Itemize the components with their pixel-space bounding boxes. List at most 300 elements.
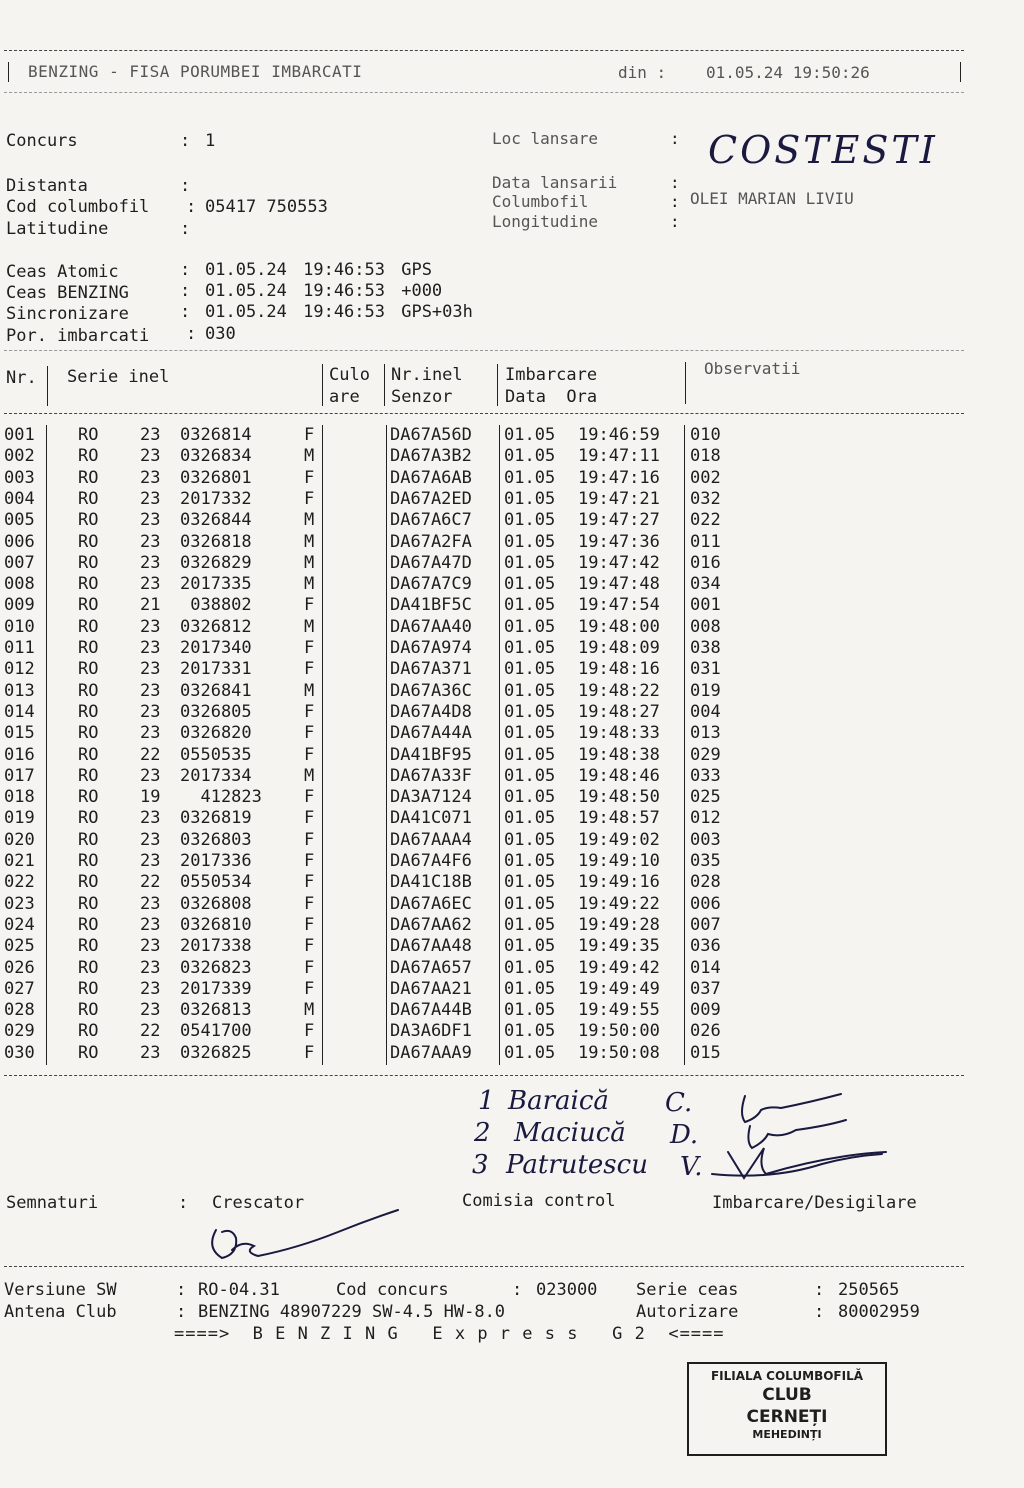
row-ring: 0326844 bbox=[180, 510, 252, 531]
row-nr: 004 bbox=[4, 488, 35, 509]
row-ring: 0326801 bbox=[180, 467, 252, 488]
footer-top-rule bbox=[4, 1266, 964, 1267]
row-nr: 003 bbox=[4, 467, 35, 488]
row-obs: 022 bbox=[690, 510, 721, 531]
row-sensor: DA67A56D bbox=[390, 425, 472, 445]
row-nr: 008 bbox=[4, 574, 35, 595]
row-year: 23 bbox=[140, 808, 161, 829]
row-time: 19:48:33 bbox=[578, 723, 660, 744]
row-obs: 033 bbox=[690, 765, 721, 786]
row-obs: 019 bbox=[690, 680, 721, 701]
row-ring: 2017339 bbox=[180, 978, 252, 999]
row-sex: F bbox=[304, 914, 315, 935]
row-country: RO bbox=[78, 936, 99, 957]
row-obs: 038 bbox=[690, 638, 721, 658]
versiune-value: RO-04.31 bbox=[198, 1280, 280, 1300]
row-time: 19:49:42 bbox=[578, 957, 660, 978]
commission-num-3: 3 bbox=[472, 1150, 489, 1180]
ceas-atomic-label: Ceas Atomic bbox=[6, 262, 119, 282]
ceas-benzing-label: Ceas BENZING bbox=[6, 283, 129, 303]
row-sex: F bbox=[304, 723, 315, 744]
commission-name-3: Patrutescu bbox=[506, 1150, 648, 1180]
row-nr: 009 bbox=[4, 595, 35, 616]
row-time: 19:48:00 bbox=[578, 616, 660, 637]
row-date: 01.05 bbox=[504, 723, 556, 744]
row-nr: 017 bbox=[4, 765, 35, 786]
row-date: 01.05 bbox=[504, 510, 556, 531]
row-obs: 032 bbox=[690, 488, 721, 509]
distanta-label: Distanta bbox=[6, 176, 88, 196]
row-sex: F bbox=[304, 872, 315, 893]
row-time: 19:49:49 bbox=[578, 978, 660, 999]
row-year: 23 bbox=[140, 616, 161, 637]
row-date: 01.05 bbox=[504, 425, 556, 445]
row-nr: 027 bbox=[4, 978, 35, 999]
row-time: 19:49:35 bbox=[578, 936, 660, 957]
row-country: RO bbox=[78, 467, 99, 488]
signature-1 bbox=[742, 1094, 841, 1122]
row-date: 01.05 bbox=[504, 638, 556, 658]
cod-concurs-label: Cod concurs bbox=[336, 1280, 449, 1300]
row-sex: M bbox=[304, 446, 315, 467]
data-lansarii-label: Data lansarii bbox=[492, 173, 618, 192]
row-year: 23 bbox=[140, 957, 161, 978]
row-ring: 0326819 bbox=[180, 808, 252, 829]
por-imbarcati-value: 030 bbox=[205, 324, 236, 344]
row-sex: F bbox=[304, 1042, 315, 1063]
row-sex: M bbox=[304, 574, 315, 595]
row-sex: M bbox=[304, 616, 315, 637]
stamp-line-3: CERNEȚI bbox=[746, 1407, 828, 1427]
row-nr: 026 bbox=[4, 957, 35, 978]
cod-columbofil-value: 05417 750553 bbox=[205, 197, 328, 217]
row-ring: 0326805 bbox=[180, 701, 252, 722]
row-country: RO bbox=[78, 574, 99, 595]
row-time: 19:47:11 bbox=[578, 446, 660, 467]
stamp-line-4: MEHEDINȚI bbox=[752, 1428, 822, 1441]
row-year: 23 bbox=[140, 829, 161, 850]
concurs-label: Concurs bbox=[6, 131, 78, 151]
row-obs: 031 bbox=[690, 659, 721, 680]
row-time: 19:49:55 bbox=[578, 1000, 660, 1021]
row-sex: F bbox=[304, 893, 315, 914]
col-header-data-ora: Data Ora bbox=[505, 387, 598, 407]
row-sex: F bbox=[304, 638, 315, 658]
row-year: 19 bbox=[140, 787, 161, 808]
row-date: 01.05 bbox=[504, 680, 556, 701]
row-country: RO bbox=[78, 872, 99, 893]
col-header-nrinel: Nr.inel bbox=[391, 365, 463, 385]
row-sex: F bbox=[304, 467, 315, 488]
row-sex: F bbox=[304, 978, 315, 999]
row-obs: 016 bbox=[690, 552, 721, 573]
commission-num-2: 2 bbox=[474, 1118, 491, 1148]
row-date: 01.05 bbox=[504, 936, 556, 957]
row-obs: 007 bbox=[690, 914, 721, 935]
row-country: RO bbox=[78, 851, 99, 871]
row-date: 01.05 bbox=[504, 829, 556, 850]
stamp-line-1: FILIALA COLUMBOFILĂ bbox=[710, 1369, 864, 1383]
row-date: 01.05 bbox=[504, 467, 556, 488]
row-sex: F bbox=[304, 488, 315, 509]
row-sex: F bbox=[304, 936, 315, 957]
row-ring: 0326818 bbox=[180, 531, 252, 552]
row-year: 23 bbox=[140, 467, 161, 488]
row-time: 19:47:21 bbox=[578, 488, 660, 509]
row-sensor: DA67A2FA bbox=[390, 531, 472, 552]
row-ring: 2017331 bbox=[180, 659, 252, 680]
row-obs: 008 bbox=[690, 616, 721, 637]
row-obs: 015 bbox=[690, 1042, 721, 1063]
print-date: 01.05.24 19:50:26 bbox=[706, 63, 870, 82]
row-obs: 014 bbox=[690, 957, 721, 978]
row-date: 01.05 bbox=[504, 787, 556, 808]
row-sensor: DA67A657 bbox=[390, 957, 472, 978]
row-sensor: DA67A6C7 bbox=[390, 510, 472, 531]
row-obs: 004 bbox=[690, 701, 721, 722]
row-sensor: DA41C18B bbox=[390, 872, 472, 893]
row-nr: 023 bbox=[4, 893, 35, 914]
row-obs: 028 bbox=[690, 872, 721, 893]
row-ring: 2017338 bbox=[180, 936, 252, 957]
row-country: RO bbox=[78, 957, 99, 978]
row-nr: 015 bbox=[4, 723, 35, 744]
row-country: RO bbox=[78, 425, 99, 445]
row-time: 19:48:22 bbox=[578, 680, 660, 701]
row-ring: 0541700 bbox=[180, 1021, 252, 1042]
row-date: 01.05 bbox=[504, 574, 556, 595]
row-country: RO bbox=[78, 1000, 99, 1021]
row-country: RO bbox=[78, 893, 99, 914]
row-time: 19:48:09 bbox=[578, 638, 660, 658]
row-nr: 029 bbox=[4, 1021, 35, 1042]
commission-initial-3: V. bbox=[680, 1152, 703, 1182]
row-year: 23 bbox=[140, 914, 161, 935]
row-obs: 012 bbox=[690, 808, 721, 829]
row-nr: 013 bbox=[4, 680, 35, 701]
col-header-senzor: Senzor bbox=[391, 387, 453, 407]
row-sensor: DA67AAA4 bbox=[390, 829, 472, 850]
row-country: RO bbox=[78, 914, 99, 935]
row-country: RO bbox=[78, 765, 99, 786]
row-year: 23 bbox=[140, 574, 161, 595]
row-year: 23 bbox=[140, 765, 161, 786]
row-sex: F bbox=[304, 744, 315, 765]
row-ring: 412823 bbox=[180, 787, 262, 808]
row-obs: 037 bbox=[690, 978, 721, 999]
row-country: RO bbox=[78, 787, 99, 808]
row-country: RO bbox=[78, 659, 99, 680]
row-ring: 0326841 bbox=[180, 680, 252, 701]
row-obs: 018 bbox=[690, 446, 721, 467]
row-country: RO bbox=[78, 1021, 99, 1042]
row-obs: 010 bbox=[690, 425, 721, 445]
row-year: 23 bbox=[140, 978, 161, 999]
versiune-label: Versiune SW bbox=[4, 1280, 117, 1300]
date-label: din : bbox=[618, 63, 667, 82]
row-sensor: DA67AA48 bbox=[390, 936, 472, 957]
row-sensor: DA41C071 bbox=[390, 808, 472, 829]
row-sensor: DA67A47D bbox=[390, 552, 472, 573]
row-country: RO bbox=[78, 510, 99, 531]
crescator-label: Crescator bbox=[212, 1193, 305, 1213]
row-date: 01.05 bbox=[504, 851, 556, 871]
signature-2 bbox=[748, 1120, 846, 1148]
row-sensor: DA67A6EC bbox=[390, 893, 472, 914]
row-time: 19:47:36 bbox=[578, 531, 660, 552]
row-sensor: DA67A371 bbox=[390, 659, 472, 680]
row-time: 19:50:00 bbox=[578, 1021, 660, 1042]
longitudine-label: Longitudine bbox=[492, 212, 598, 231]
row-ring: 0550535 bbox=[180, 744, 252, 765]
row-obs: 034 bbox=[690, 574, 721, 595]
row-sex: M bbox=[304, 765, 315, 786]
row-year: 22 bbox=[140, 744, 161, 765]
row-obs: 011 bbox=[690, 531, 721, 552]
row-country: RO bbox=[78, 808, 99, 829]
row-date: 01.05 bbox=[504, 765, 556, 786]
row-nr: 025 bbox=[4, 936, 35, 957]
row-time: 19:49:02 bbox=[578, 829, 660, 850]
row-time: 19:47:54 bbox=[578, 595, 660, 616]
ceas-atomic-value: 01.05.24 19:46:53 GPS bbox=[205, 260, 432, 280]
sincronizare-value: 01.05.24 19:46:53 GPS+03h bbox=[205, 302, 473, 322]
row-nr: 012 bbox=[4, 659, 35, 680]
commission-name-1: Baraică bbox=[508, 1086, 609, 1116]
row-year: 23 bbox=[140, 1042, 161, 1063]
row-sensor: DA67A44B bbox=[390, 1000, 472, 1021]
row-nr: 030 bbox=[4, 1042, 35, 1063]
row-sex: F bbox=[304, 829, 315, 850]
row-sensor: DA67AA40 bbox=[390, 616, 472, 637]
row-year: 23 bbox=[140, 425, 161, 445]
loc-lansare-label: Loc lansare bbox=[492, 129, 598, 148]
row-year: 23 bbox=[140, 701, 161, 722]
row-nr: 002 bbox=[4, 446, 35, 467]
semnaturi-label: Semnaturi bbox=[6, 1193, 99, 1213]
row-country: RO bbox=[78, 978, 99, 999]
row-date: 01.05 bbox=[504, 744, 556, 765]
row-nr: 011 bbox=[4, 638, 35, 658]
row-sensor: DA67A6AB bbox=[390, 467, 472, 488]
commission-name-2: Maciucă bbox=[514, 1118, 626, 1148]
signature-3 bbox=[728, 1148, 886, 1178]
row-obs: 035 bbox=[690, 851, 721, 871]
latitudine-label: Latitudine bbox=[6, 219, 109, 239]
row-ring: 0326810 bbox=[180, 914, 252, 935]
row-year: 23 bbox=[140, 936, 161, 957]
antena-value: BENZING 48907229 SW-4.5 HW-8.0 bbox=[198, 1302, 506, 1322]
row-year: 21 bbox=[140, 595, 161, 616]
row-nr: 021 bbox=[4, 851, 35, 871]
row-ring: 0326813 bbox=[180, 1000, 252, 1021]
row-obs: 036 bbox=[690, 936, 721, 957]
row-ring: 0550534 bbox=[180, 872, 252, 893]
row-time: 19:47:27 bbox=[578, 510, 660, 531]
row-date: 01.05 bbox=[504, 616, 556, 637]
row-sex: F bbox=[304, 808, 315, 829]
row-date: 01.05 bbox=[504, 872, 556, 893]
row-nr: 024 bbox=[4, 914, 35, 935]
row-ring: 0326829 bbox=[180, 552, 252, 573]
row-obs: 029 bbox=[690, 744, 721, 765]
row-year: 23 bbox=[140, 552, 161, 573]
row-date: 01.05 bbox=[504, 1042, 556, 1063]
row-country: RO bbox=[78, 723, 99, 744]
row-date: 01.05 bbox=[504, 978, 556, 999]
row-date: 01.05 bbox=[504, 531, 556, 552]
row-date: 01.05 bbox=[504, 488, 556, 509]
row-obs: 003 bbox=[690, 829, 721, 850]
row-time: 19:48:38 bbox=[578, 744, 660, 765]
row-year: 23 bbox=[140, 510, 161, 531]
row-year: 22 bbox=[140, 872, 161, 893]
row-date: 01.05 bbox=[504, 446, 556, 467]
row-sensor: DA67A974 bbox=[390, 638, 472, 658]
row-sensor: DA3A6DF1 bbox=[390, 1021, 472, 1042]
row-ring: 0326803 bbox=[180, 829, 252, 850]
row-time: 19:47:48 bbox=[578, 574, 660, 595]
row-time: 19:48:50 bbox=[578, 787, 660, 808]
row-ring: 0326808 bbox=[180, 893, 252, 914]
stamp-line-2: CLUB bbox=[762, 1385, 812, 1405]
commission-num-1: 1 bbox=[478, 1086, 495, 1116]
row-ring: 2017334 bbox=[180, 765, 252, 786]
row-sensor: DA3A7124 bbox=[390, 787, 472, 808]
col-header-culoare: are bbox=[329, 387, 360, 407]
por-imbarcati-label: Por. imbarcati bbox=[6, 326, 150, 346]
row-obs: 002 bbox=[690, 467, 721, 488]
row-ring: 0326814 bbox=[180, 425, 252, 445]
row-nr: 019 bbox=[4, 808, 35, 829]
row-sensor: DA67AA62 bbox=[390, 914, 472, 935]
row-ring: 0326825 bbox=[180, 1042, 252, 1063]
row-country: RO bbox=[78, 531, 99, 552]
row-obs: 026 bbox=[690, 1021, 721, 1042]
columbofil-value: OLEI MARIAN LIVIU bbox=[690, 189, 854, 208]
row-country: RO bbox=[78, 446, 99, 467]
row-year: 23 bbox=[140, 851, 161, 871]
row-year: 23 bbox=[140, 659, 161, 680]
row-ring: 038802 bbox=[180, 595, 252, 616]
row-date: 01.05 bbox=[504, 595, 556, 616]
row-year: 22 bbox=[140, 1021, 161, 1042]
row-nr: 001 bbox=[4, 425, 35, 445]
row-nr: 018 bbox=[4, 787, 35, 808]
row-sensor: DA67A4F6 bbox=[390, 851, 472, 871]
row-ring: 0326834 bbox=[180, 446, 252, 467]
row-sex: F bbox=[304, 1021, 315, 1042]
row-nr: 028 bbox=[4, 1000, 35, 1021]
row-ring: 2017332 bbox=[180, 488, 252, 509]
autorizare-value: 80002959 bbox=[838, 1302, 920, 1322]
row-sex: F bbox=[304, 851, 315, 871]
row-sensor: DA67AA21 bbox=[390, 978, 472, 999]
row-obs: 013 bbox=[690, 723, 721, 744]
row-year: 23 bbox=[140, 1000, 161, 1021]
row-obs: 006 bbox=[690, 893, 721, 914]
row-time: 19:47:42 bbox=[578, 552, 660, 573]
row-year: 23 bbox=[140, 723, 161, 744]
row-sex: M bbox=[304, 531, 315, 552]
row-time: 19:48:27 bbox=[578, 701, 660, 722]
col-header-culo: Culo bbox=[329, 365, 370, 385]
col-header-observatii: Observatii bbox=[704, 359, 801, 378]
row-sensor: DA67AAA9 bbox=[390, 1042, 472, 1063]
col-header-imbarcare: Imbarcare bbox=[505, 365, 598, 385]
row-country: RO bbox=[78, 829, 99, 850]
comisia-label: Comisia control bbox=[462, 1191, 616, 1211]
cod-columbofil-label: Cod columbofil bbox=[6, 197, 150, 217]
antena-label: Antena Club bbox=[4, 1302, 117, 1322]
row-time: 19:46:59 bbox=[578, 425, 660, 445]
row-sensor: DA67A44A bbox=[390, 723, 472, 744]
row-country: RO bbox=[78, 595, 99, 616]
row-country: RO bbox=[78, 701, 99, 722]
serie-ceas-value: 250565 bbox=[838, 1280, 900, 1300]
row-country: RO bbox=[78, 638, 99, 658]
row-date: 01.05 bbox=[504, 552, 556, 573]
serie-ceas-label: Serie ceas bbox=[636, 1280, 739, 1300]
col-header-serie: Serie inel bbox=[67, 367, 170, 387]
row-nr: 014 bbox=[4, 701, 35, 722]
loc-lansare-handwritten: COSTESTI bbox=[708, 128, 938, 172]
row-sex: M bbox=[304, 510, 315, 531]
row-nr: 007 bbox=[4, 552, 35, 573]
row-ring: 0326812 bbox=[180, 616, 252, 637]
row-nr: 010 bbox=[4, 616, 35, 637]
row-time: 19:49:22 bbox=[578, 893, 660, 914]
row-sex: F bbox=[304, 957, 315, 978]
row-date: 01.05 bbox=[504, 1021, 556, 1042]
row-country: RO bbox=[78, 488, 99, 509]
row-country: RO bbox=[78, 744, 99, 765]
row-time: 19:50:08 bbox=[578, 1042, 660, 1063]
row-sex: F bbox=[304, 425, 315, 445]
row-sex: F bbox=[304, 595, 315, 616]
row-time: 19:49:16 bbox=[578, 872, 660, 893]
row-sex: M bbox=[304, 1000, 315, 1021]
document-title: BENZING - FISA PORUMBEI IMBARCATI bbox=[28, 62, 363, 81]
row-sex: F bbox=[304, 701, 315, 722]
row-time: 19:49:10 bbox=[578, 851, 660, 871]
row-year: 23 bbox=[140, 488, 161, 509]
row-obs: 001 bbox=[690, 595, 721, 616]
row-nr: 006 bbox=[4, 531, 35, 552]
row-nr: 005 bbox=[4, 510, 35, 531]
row-time: 19:48:57 bbox=[578, 808, 660, 829]
commission-initial-1: C. bbox=[665, 1088, 693, 1118]
row-date: 01.05 bbox=[504, 659, 556, 680]
row-nr: 022 bbox=[4, 872, 35, 893]
row-year: 23 bbox=[140, 680, 161, 701]
row-sensor: DA67A3B2 bbox=[390, 446, 472, 467]
brand-line: ====> B E N Z I N G E x p r e s s G 2 <==== bbox=[174, 1324, 725, 1344]
row-sensor: DA67A2ED bbox=[390, 488, 472, 509]
row-sensor: DA67A4D8 bbox=[390, 701, 472, 722]
autorizare-label: Autorizare bbox=[636, 1302, 739, 1322]
row-date: 01.05 bbox=[504, 701, 556, 722]
cod-concurs-value: 023000 bbox=[536, 1280, 598, 1300]
row-country: RO bbox=[78, 680, 99, 701]
row-time: 19:47:16 bbox=[578, 467, 660, 488]
row-sensor: DA67A7C9 bbox=[390, 574, 472, 595]
row-time: 19:48:46 bbox=[578, 765, 660, 786]
row-time: 19:49:28 bbox=[578, 914, 660, 935]
row-sensor: DA41BF5C bbox=[390, 595, 472, 616]
signature-crescator bbox=[212, 1210, 398, 1258]
row-year: 23 bbox=[140, 531, 161, 552]
